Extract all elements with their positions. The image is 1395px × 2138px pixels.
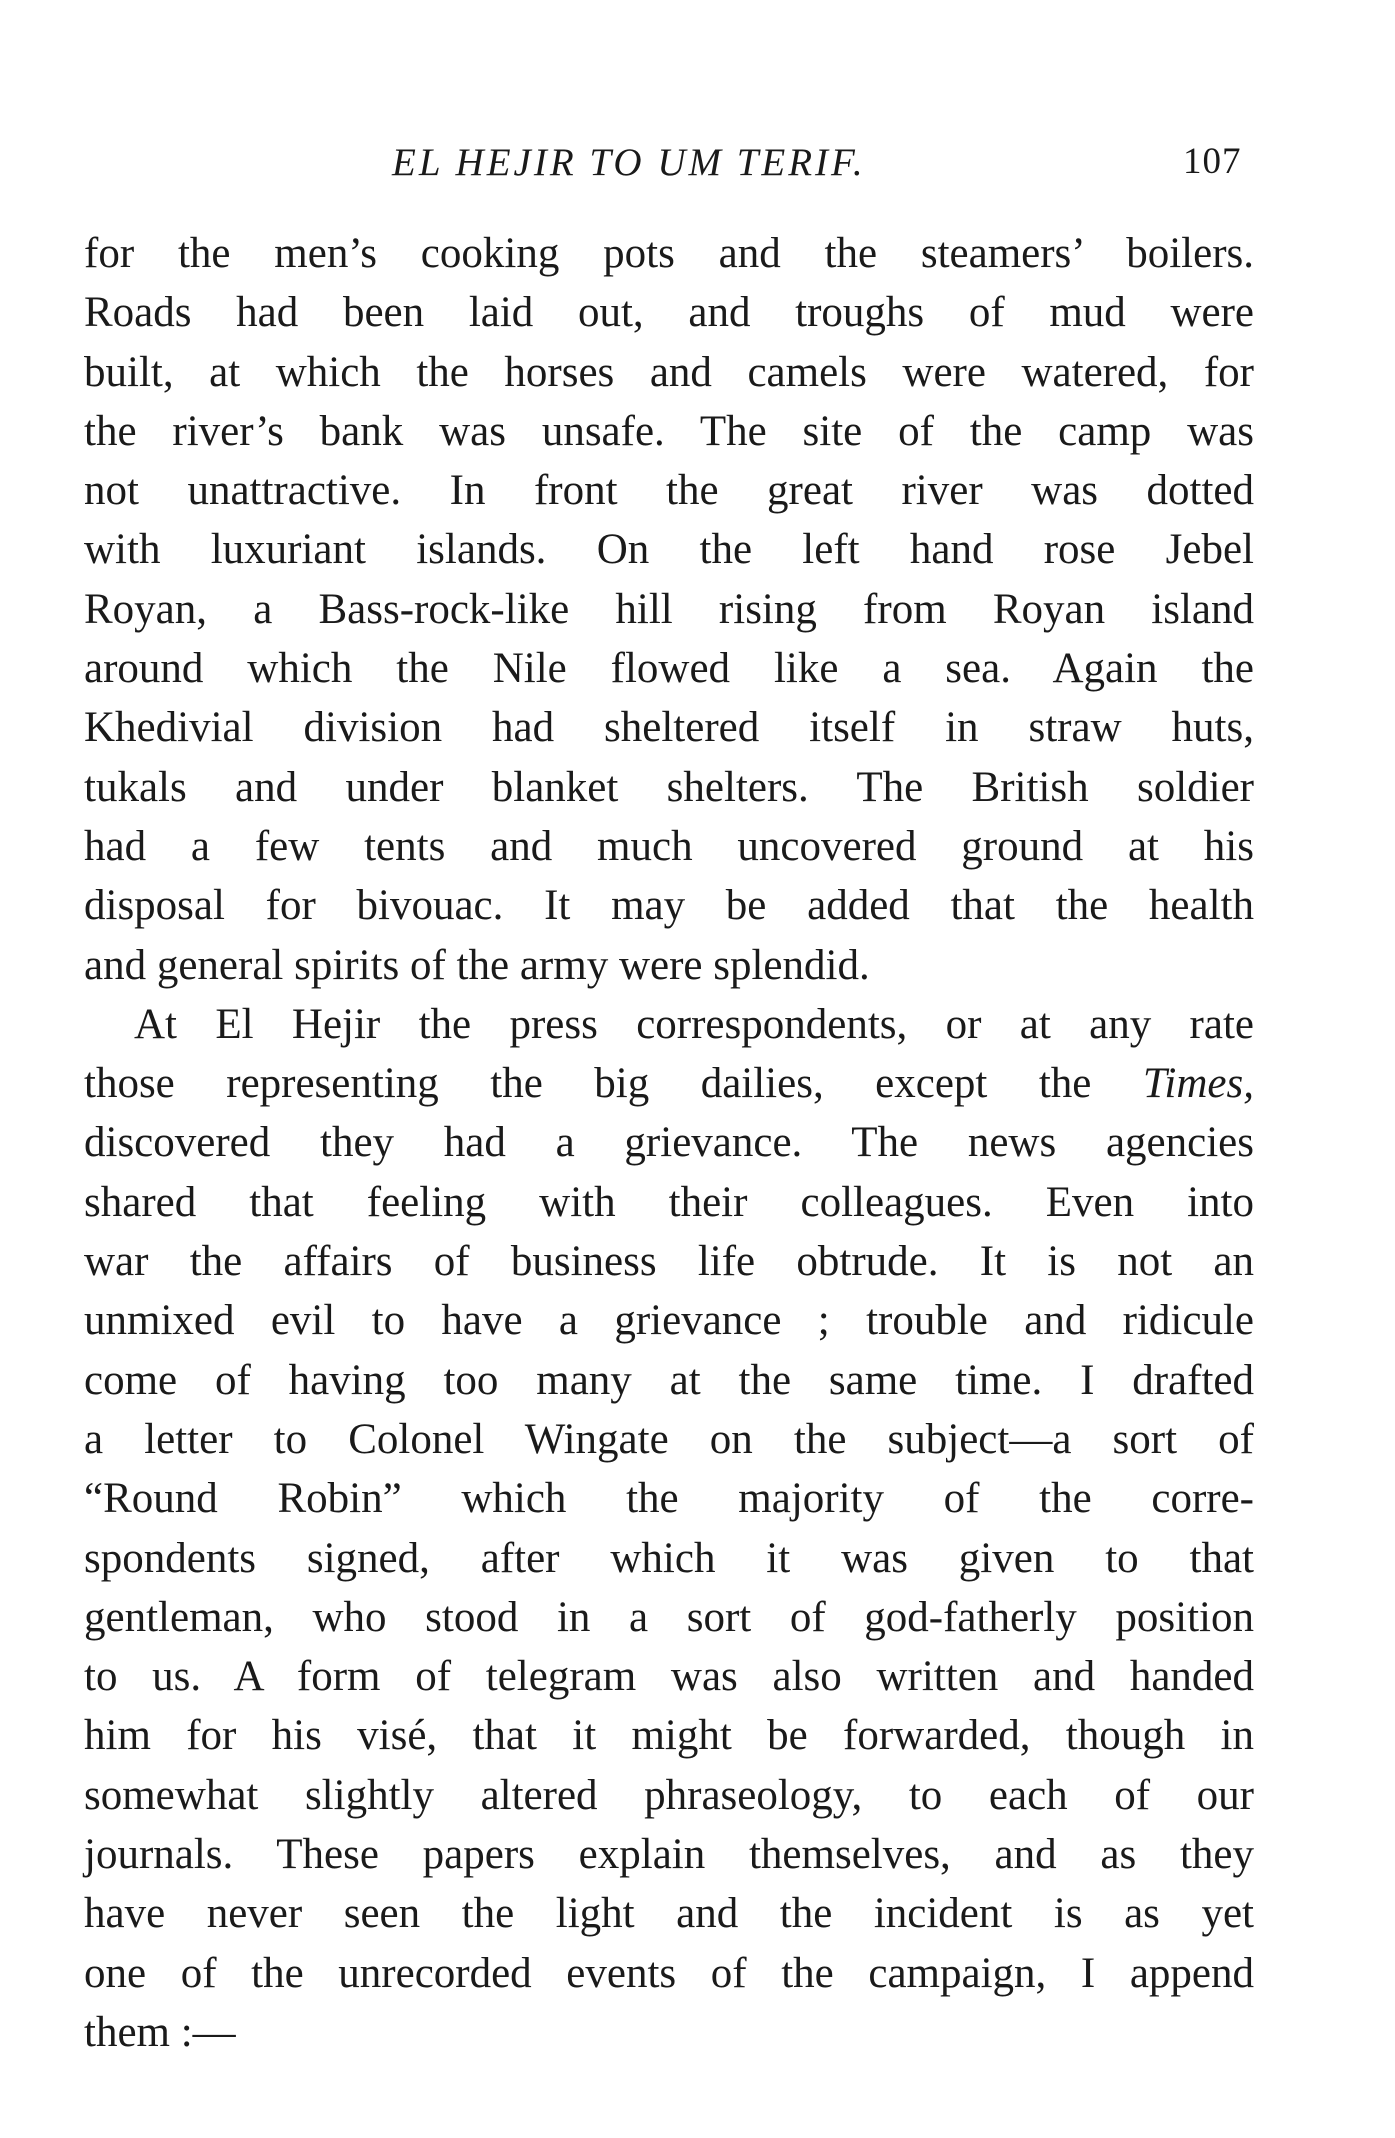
text-line: him for his visé, that it might be forwarded, though in [84, 1712, 1254, 1760]
text-line: At El Hejir the press correspondents, or at any rate [134, 1000, 1254, 1048]
text-line: Roads had been laid out, and troughs of mud were [84, 289, 1254, 337]
text-line: tukals and under blanket shelters. The British soldier [84, 763, 1254, 811]
text-line: a letter to Colonel Wingate on the subject—a sort of [84, 1415, 1254, 1463]
body-text [84, 224, 1254, 2062]
paragraph-2 [84, 995, 1254, 2062]
text-line: around which the Nile flowed like a sea. Again the [84, 645, 1254, 693]
text-line: spondents signed, after which it was given to that [84, 1534, 1254, 1582]
text-line: not unattractive. In front the great river was dotted [84, 467, 1254, 515]
running-head [0, 140, 1395, 190]
text-line: to us. A form of telegram was also written and handed [84, 1653, 1254, 1701]
paragraph-1 [84, 224, 1254, 995]
text-line: the river’s bank was unsafe. The site of the camp was [84, 407, 1254, 455]
text-line: have never seen the light and the incident is as yet [84, 1890, 1254, 1938]
text-line: Khedivial division had sheltered itself in straw huts, [84, 704, 1254, 752]
text-line: disposal for bivouac. It may be added that the health [84, 882, 1254, 930]
text-line: had a few tents and much uncovered ground at his [84, 822, 1254, 870]
text-line: them :— [84, 2008, 236, 2056]
text-line: for the men’s cooking pots and the steamers’ boilers. [84, 230, 1254, 277]
text-fragment: those representing the big dailies, except the [84, 1060, 1092, 1108]
text-line: come of having too many at the same time. I drafted [84, 1356, 1254, 1404]
text-line: Royan, a Bass-rock-like hill rising from Royan island [84, 585, 1254, 633]
text-line: with luxuriant islands. On the left hand rose Jebel [84, 526, 1254, 574]
text-line: journals. These papers explain themselves, and as they [84, 1831, 1254, 1879]
text-line: discovered they had a grievance. The news agencies [84, 1119, 1254, 1167]
text-line: unmixed evil to have a grievance ; trouble and ridicule [84, 1297, 1254, 1345]
page-number: 107 [1183, 141, 1242, 182]
text-line: somewhat slightly altered phraseology, to each of our [84, 1771, 1254, 1819]
text-line: “Round Robin” which the majority of the corre- [84, 1475, 1254, 1523]
text-line: built, at which the horses and camels were watered, for [84, 348, 1254, 396]
italic-newspaper-name: Times, [1142, 1060, 1255, 1108]
text-line: and general spirits of the army were splendid. [84, 941, 870, 989]
text-line: gentleman, who stood in a sort of god-fatherly position [84, 1593, 1254, 1641]
text-line: shared that feeling with their colleagues. Even into [84, 1178, 1254, 1226]
text-line: war the affairs of business life obtrude. It is not an [84, 1238, 1254, 1286]
text-line: one of the unrecorded events of the campaign, I append [84, 1949, 1254, 1997]
running-title: EL HEJIR TO UM TERIF. [392, 141, 866, 184]
text-line-with-italic [84, 1054, 1254, 1113]
